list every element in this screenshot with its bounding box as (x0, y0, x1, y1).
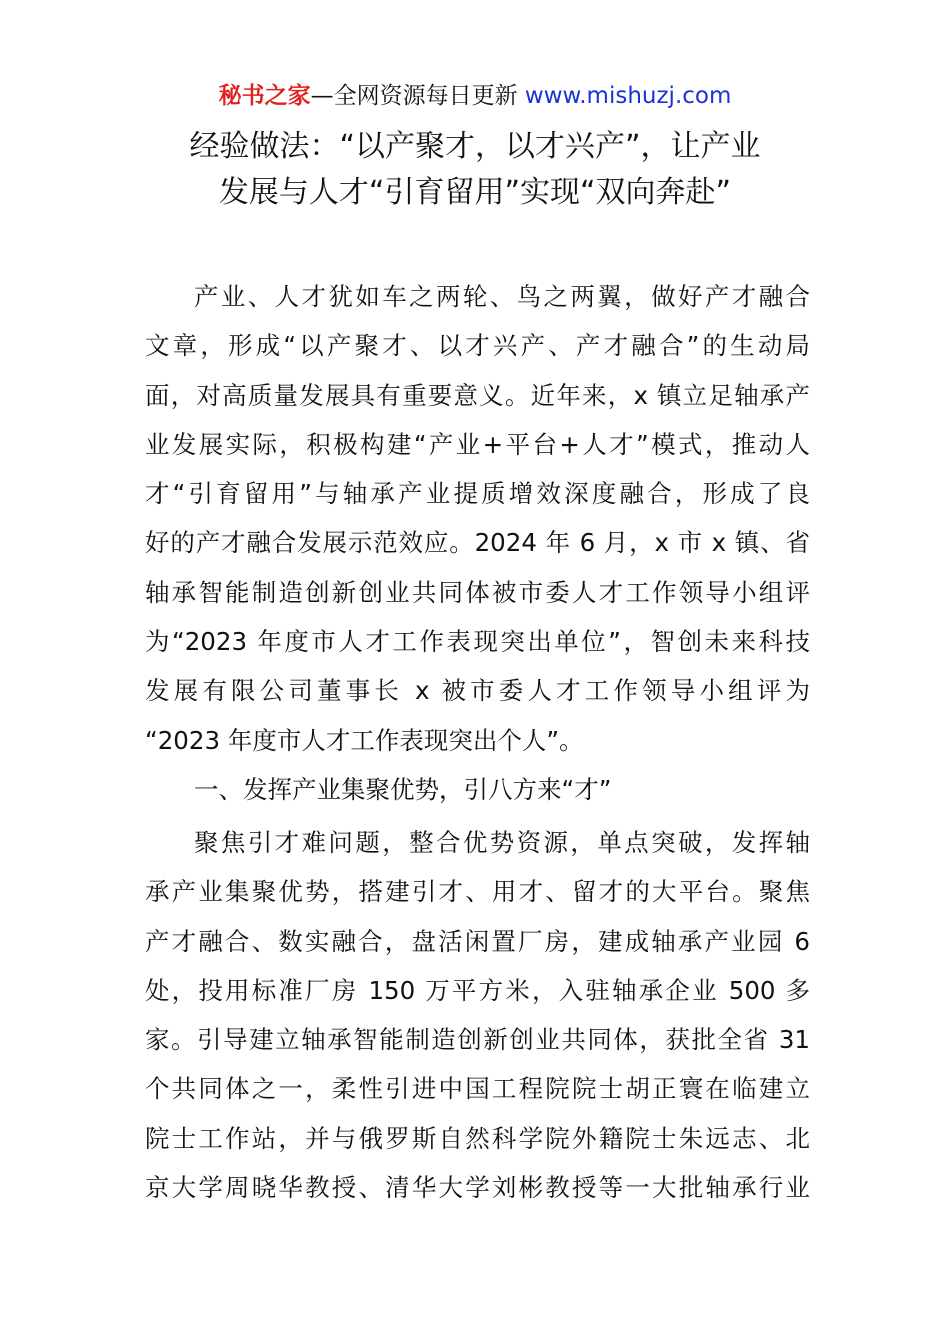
paragraph-line: 为“2023 年度市人才工作表现突出单位”，智创未来科技 (145, 627, 810, 657)
paragraph-section-1 (145, 818, 810, 1212)
section-heading-1 (145, 765, 810, 814)
paragraph-line: 业发展实际，积极构建“产业+平台+人才”模式，推动人 (145, 429, 810, 459)
paragraph-line: 产才融合、数实融合，盘活闲置厂房，建成轴承产业园 6 (145, 926, 810, 956)
paragraph-line: 家。引导建立轴承智能制造创新创业共同体，获批全省 31 (145, 1025, 810, 1055)
site-url-link[interactable]: www.mishuzj.com (524, 83, 732, 109)
paragraph-line: 个共同体之一，柔性引进中国工程院院士胡正寰在临建立 (145, 1074, 810, 1104)
paragraph-line: 文章，形成“以产聚才、以才兴产、产才融合”的生动局 (145, 331, 810, 361)
document-title-line-2: 发展与人才“引育留用”实现“双向奔赴” (218, 175, 732, 210)
paragraph-line: 面，对高质量发展具有重要意义。近年来，x 镇立足轴承产 (145, 380, 810, 410)
paragraph-intro (145, 272, 810, 765)
paragraph-line: 轴承智能制造创新创业共同体被市委人才工作领导小组评 (145, 577, 810, 607)
paragraph-line: 好的产才融合发展示范效应。2024 年 6 月，x 市 x 镇、省 (145, 528, 810, 558)
paragraph-line: 才“引育留用”与轴承产业提质增效深度融合，形成了良 (145, 479, 810, 509)
paragraph-line: 京大学周晓华教授、清华大学刘彬教授等一大批轴承行业 (145, 1173, 810, 1203)
site-tagline: —全网资源每日更新 (310, 83, 525, 109)
paragraph-line: 发展有限公司董事长 x 被市委人才工作领导小组评为 (145, 676, 810, 706)
paragraph-line: 聚焦引才难问题，整合优势资源，单点突破，发挥轴 (194, 828, 810, 857)
paragraph-line: 产业、人才犹如车之两轮、鸟之两翼，做好产才融合 (194, 282, 810, 311)
paragraph-line: 承产业集聚优势，搭建引才、用才、留才的大平台。聚焦 (145, 877, 810, 907)
paragraph-line: “2023 年度市人才工作表现突出个人”。 (145, 725, 584, 755)
section-heading-text: 一、发挥产业集聚优势，引八方来“才” (194, 775, 612, 804)
site-brand[interactable]: 秘书之家 (218, 83, 311, 109)
paragraph-line: 处，投用标准厂房 150 万平方米，入驻轴承企业 500 多 (145, 975, 810, 1005)
site-header (0, 81, 950, 111)
paragraph-line: 院士工作站，并与俄罗斯自然科学院外籍院士朱远志、北 (145, 1123, 810, 1153)
document-title-line-1: 经验做法：“以产聚才，以才兴产”，让产业 (189, 129, 761, 164)
